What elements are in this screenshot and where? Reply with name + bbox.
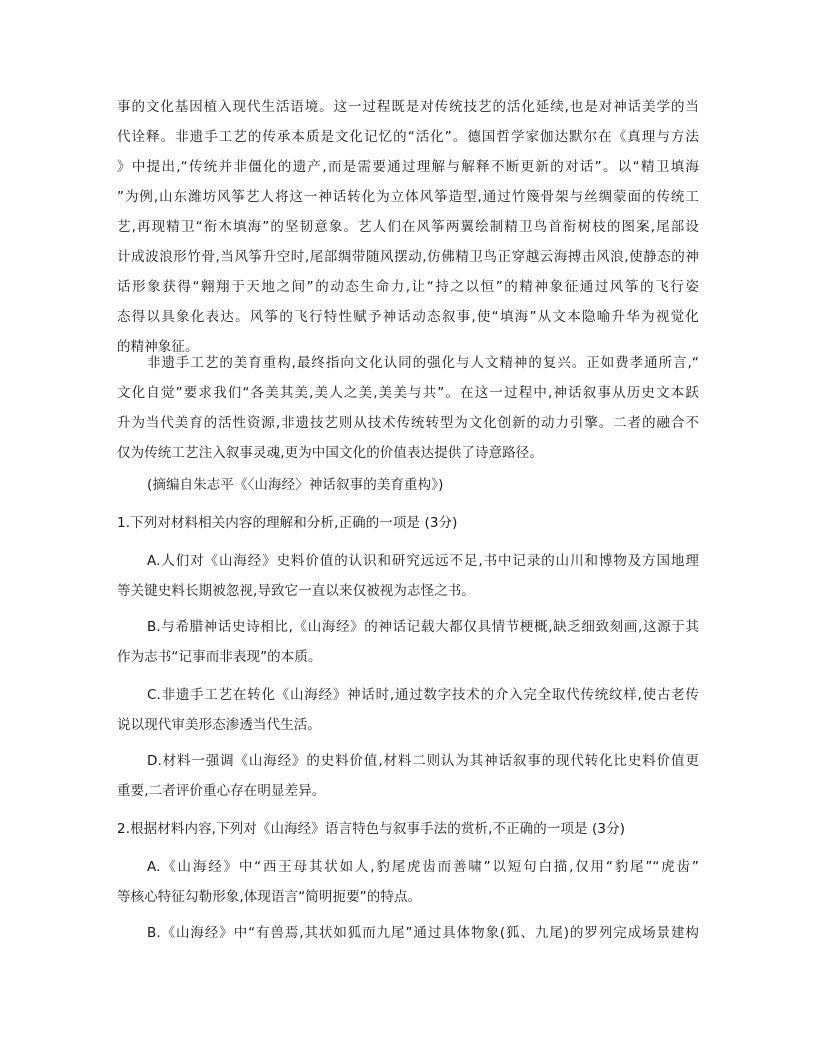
option-line: A.《山海经》中“西王母其状如人,豹尾虎齿而善啸”以短句白描,仅用“豹尾”“虎齿” xyxy=(147,859,699,875)
question-1 xyxy=(117,508,699,538)
text-line: ”为例,山东潍坊风筝艺人将这一神话转化为立体风筝造型,通过竹篾骨架与丝绸蒙面的传统工 xyxy=(117,189,699,205)
text-line: 代诠释。非遗手工艺的传承本质是文化记忆的“活化”。德国哲学家伽达默尔在《真理与方法 xyxy=(117,129,699,145)
text-line: 计成波浪形竹骨,当风筝升空时,尾部绸带随风摆动,仿佛精卫鸟正穿越云海搏击风浪,使静态的神 xyxy=(117,249,699,265)
question-1-option-a xyxy=(117,546,699,606)
text-line: 的精神象征。 xyxy=(117,339,199,355)
option-line: D.材料一强调《山海经》的史料价值,材料二则认为其神话叙事的现代转化比史料价值更 xyxy=(147,753,699,769)
option-line: A.人们对《山海经》史料价值的认识和研究远远不足,书中记录的山川和博物及方国地理 xyxy=(147,553,699,569)
question-2 xyxy=(117,814,699,844)
source-citation: (摘编自朱志平《〈山海经〉神话叙事的美育重构》) xyxy=(147,477,444,493)
question-stem: 2.根据材料内容,下列对《山海经》语言特色与叙事手法的赏析,不正确的一项是 (3分) xyxy=(117,821,626,837)
question-2-option-a xyxy=(117,852,699,912)
question-stem: 1.下列对材料相关内容的理解和分析,正确的一项是 (3分) xyxy=(117,515,458,531)
question-1-option-d xyxy=(117,746,699,806)
text-line: 态得以具象化表达。风筝的飞行特性赋予神话动态叙事,使“填海”从文本隐喻升华为视觉化 xyxy=(117,309,699,325)
text-line: 》中提出,“传统并非僵化的遗产,而是需要通过理解与解释不断更新的对话”。以“精卫填海 xyxy=(117,159,699,175)
question-1-option-c xyxy=(117,680,699,740)
text-line: 文化自觉”要求我们“各美其美,美人之美,美美与共”。在这一过程中,神话叙事从历史文本跃 xyxy=(117,385,699,401)
question-1-option-b xyxy=(117,612,699,672)
text-line: 升为当代美育的活性资源,非遗技艺则从技术传统转型为文化创新的动力引擎。二者的融合不 xyxy=(117,415,699,431)
question-2-option-b xyxy=(117,918,699,948)
option-line: B.与希腊神话史诗相比,《山海经》的神话记载大都仅具情节梗概,缺乏细致刻画,这源于其 xyxy=(147,619,699,635)
text-line: 仅为传统工艺注入叙事灵魂,更为中国文化的价值表达提供了诗意路径。 xyxy=(117,445,543,461)
option-line: 等关键史料长期被忽视,导致它一直以来仅被视为志怪之书。 xyxy=(117,583,475,599)
option-line: 等核心特征勾勒形象,体现语言“简明扼要”的特点。 xyxy=(117,889,422,905)
text-line: 非遗手工艺的美育重构,最终指向文化认同的强化与人文精神的复兴。正如费孝通所言,“ xyxy=(147,355,699,371)
body-paragraph-2 xyxy=(117,348,699,468)
option-line: B.《山海经》中“有兽焉,其状如狐而九尾”通过具体物象(狐、九尾)的罗列完成场景建构 xyxy=(147,925,699,941)
option-line: 重要,二者评价重心存在明显差异。 xyxy=(117,783,326,799)
text-line: 话形象获得“翱翔于天地之间”的动态生命力,让“持之以恒”的精神象征通过风筝的飞行姿 xyxy=(117,279,699,295)
option-line: C.非遗手工艺在转化《山海经》神话时,通过数字技术的介入完全取代传统纹样,使古老传 xyxy=(147,687,699,703)
option-line: 作为志书“记事而非表现”的本质。 xyxy=(117,649,322,665)
option-line: 说以现代审美形态渗透当代生活。 xyxy=(117,717,321,733)
text-line: 艺,再现精卫“衔木填海”的坚韧意象。艺人们在风筝两翼绘制精卫鸟首衔树枝的图案,尾部设 xyxy=(117,219,699,235)
text-line: 事的文化基因植入现代生活语境。这一过程既是对传统技艺的活化延续,也是对神话美学的当 xyxy=(117,99,699,115)
body-paragraph-1 xyxy=(117,92,699,362)
source-note xyxy=(117,470,699,500)
